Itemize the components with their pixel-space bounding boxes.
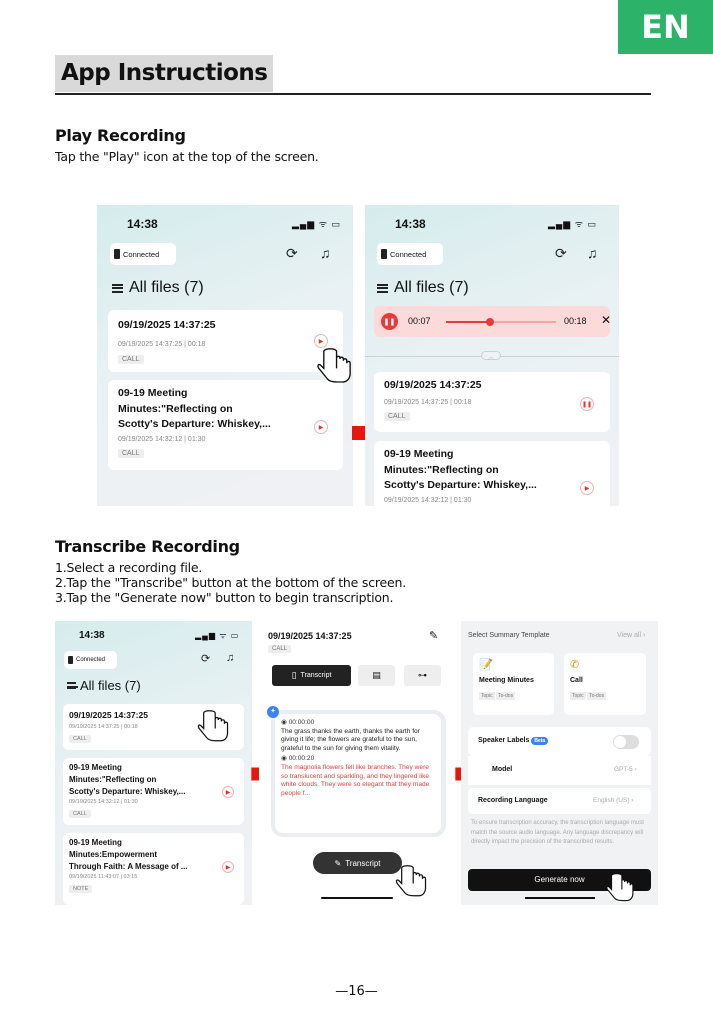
sparkle-icon: ✦ — [267, 706, 279, 718]
status-time: 14:38 — [127, 217, 158, 231]
tab-transcript[interactable]: ▯ Transcript — [272, 665, 351, 686]
pause-button[interactable]: ❚❚ — [381, 313, 398, 330]
file-card[interactable]: 09/19/2025 14:37:25 09/19/2025 14:37:25 | 00:18 CALL — [63, 704, 244, 750]
home-indicator — [525, 897, 595, 899]
drag-handle[interactable]: ︿ — [481, 351, 501, 360]
language-badge: EN — [618, 0, 713, 54]
file-card[interactable]: 09/19/2025 14:37:25 09/19/2025 14:37:25 | 00:18 CALL ▶ — [108, 310, 343, 372]
menu-icon[interactable] — [377, 284, 388, 293]
tap-hand-icon — [391, 865, 429, 903]
phone-screen-summary-template: Select Summary Template View all › 📝 Meeting Minutes Topic To-dos ✆ Call Topic To-dos Speaker Labels Beta Model GPT-5 › Recording Language English (US) › To ensure transcription accuracy, the transcription language must match the source audio language. Any language discrepancy will directly impact the precision of the transcribed results. Generate now — [461, 621, 658, 905]
file-card[interactable]: 09-19 Meeting Minutes:Empowerment Through Faith: A Message of ... 09/19/2025 11:43:07 | 03:15 NOTE ▶ — [63, 833, 244, 905]
all-files-heading: All files (7) — [377, 279, 469, 297]
search-icon[interactable]: ⟳ — [286, 245, 298, 261]
all-files-heading: All files (7) — [112, 279, 204, 297]
play-button[interactable]: ▶ — [222, 786, 234, 798]
page-title: App Instructions — [55, 55, 273, 92]
tab-summary[interactable]: ▤ — [358, 665, 395, 686]
speaker-labels-row: Speaker Labels Beta — [468, 727, 651, 756]
play-button[interactable]: ▶ — [314, 334, 328, 348]
phone-screen-transcript: 09/19/2025 14:37:25 ✎ CALL ▯ Transcript ▤ ⊶ ✦ ◉ 00:00:00 The grass thanks the earth, thanks the earth for giving it life; the flowers are grateful to the sun, grateful to the sun for giving them vitality. ◉ 00:00:20 The magnolia flowers fell like branches. They were so translucent and sparkling, and they lingered like white clouds. They were so elegant that they made people f... ✎ Transcript — [259, 621, 455, 905]
phone-screen-select-file: 14:38 ▂▄▆ ᯤ ▭ Connected ⟳ ♫ All files (7) 09/19/2025 14:37:25 09/19/2025 14:37:25 | 00:18 CALL 09-19 Meeting Minutes:"Reflecting on Scotty's Departure: Whiskey,... 09/19/2025 14:32:12 | 01:30 CALL ▶ 09-19 Meeting Minutes:Empowerment Through Faith: A Message of ... 09/19/2025 11:43:07 | 03:15 NOTE ▶ — [55, 621, 252, 905]
audio-player: ❚❚ 00:07 00:18 ✕ — [374, 306, 610, 337]
phone-icon: ✆ — [570, 659, 580, 671]
file-card[interactable]: 09/19/2025 14:37:25 09/19/2025 14:37:25 | 00:18 CALL ❚❚ — [374, 372, 610, 432]
phone-screen-playing: 14:38 ▂▄▆ ᯤ ▭ Connected ⟳ ♫ All files (7) ❚❚ 00:07 00:18 ✕ ︿ 09/19/2025 14:37:25 09/19/2025 14:37:25 | 00:18 CALL ❚❚ 09-19 Meeting Minutes:"Reflecting on Scotty's Departure: Whiskey,... 09/19/2025 14:32:12 | 01:30 ▶ — [365, 205, 619, 506]
title-divider — [55, 93, 651, 95]
generate-now-button[interactable]: Generate now — [468, 869, 651, 891]
connected-chip[interactable]: Connected — [64, 651, 117, 669]
battery-icon — [114, 249, 120, 259]
search-icon[interactable]: ⟳ — [201, 653, 211, 665]
pause-button[interactable]: ❚❚ — [580, 397, 594, 411]
section-text-play: Tap the "Play" icon at the top of the screen. — [55, 149, 319, 164]
speaker-labels-toggle[interactable] — [613, 735, 639, 749]
file-card[interactable]: 09-19 Meeting Minutes:"Reflecting on Scotty's Departure: Whiskey,... 09/19/2025 14:32:12 | 01:30 CALL ▶ — [63, 758, 244, 825]
play-button[interactable]: ▶ — [222, 861, 234, 873]
view-all-link[interactable]: View all › — [617, 632, 646, 639]
progress-track[interactable] — [446, 321, 556, 323]
model-row[interactable]: Model GPT-5 › — [468, 756, 651, 785]
connected-chip[interactable]: Connected — [377, 243, 443, 265]
tab-mindmap[interactable]: ⊶ — [404, 665, 441, 686]
tap-hand-icon — [312, 348, 353, 390]
tap-hand-icon — [193, 710, 231, 748]
transcript-button[interactable]: ✎ Transcript — [313, 852, 402, 874]
template-card-call[interactable]: ✆ Call Topic To-dos — [564, 653, 646, 715]
edit-icon[interactable]: ✎ — [429, 630, 439, 642]
file-card[interactable]: 09-19 Meeting Minutes:"Reflecting on Scotty's Departure: Whiskey,... 09/19/2025 14:32:12 | 01:30 ▶ — [374, 441, 610, 506]
play-button[interactable]: ▶ — [314, 420, 328, 434]
connected-chip[interactable]: Connected — [110, 243, 176, 265]
file-card[interactable]: 09-19 Meeting Minutes:"Reflecting on Scotty's Departure: Whiskey,... 09/19/2025 14:32:12 | 01:30 CALL ▶ — [108, 380, 343, 470]
document-icon: 📝 — [479, 659, 493, 671]
play-button[interactable]: ▶ — [580, 481, 594, 495]
support-icon[interactable]: ♫ — [320, 245, 331, 261]
menu-icon[interactable] — [112, 284, 123, 293]
section-title-transcribe: Transcribe Recording — [55, 537, 240, 556]
page-number: —16— — [335, 984, 378, 999]
template-card-meeting[interactable]: 📝 Meeting Minutes Topic To-dos — [473, 653, 554, 715]
status-icons: ▂▄▆ ᯤ ▭ — [292, 219, 341, 229]
progress-knob[interactable] — [486, 318, 494, 326]
recording-language-row[interactable]: Recording Language English (US) › — [468, 788, 651, 814]
phone-screen-file-list — [97, 205, 353, 506]
home-indicator — [321, 897, 393, 899]
section-title-play: Play Recording — [55, 126, 186, 145]
all-files-heading: All files (7) — [67, 678, 141, 693]
transcript-box: ✦ ◉ 00:00:00 The grass thanks the earth, thanks the earth for giving it life; the flowers are grateful to the sun, grateful to the sun for giving them vitality. ◉ 00:00:20 The magnolia flowers fell like branches. They were so translucent and sparkling, and they lingered like white clouds. They were so elegant that they made people f... — [271, 710, 446, 837]
search-icon[interactable]: ⟳ — [555, 245, 567, 261]
support-icon[interactable]: ♫ — [226, 652, 235, 664]
support-icon[interactable]: ♫ — [587, 245, 598, 261]
battery-icon — [381, 249, 387, 259]
close-icon[interactable]: ✕ — [601, 313, 612, 327]
tap-hand-icon — [600, 873, 638, 905]
